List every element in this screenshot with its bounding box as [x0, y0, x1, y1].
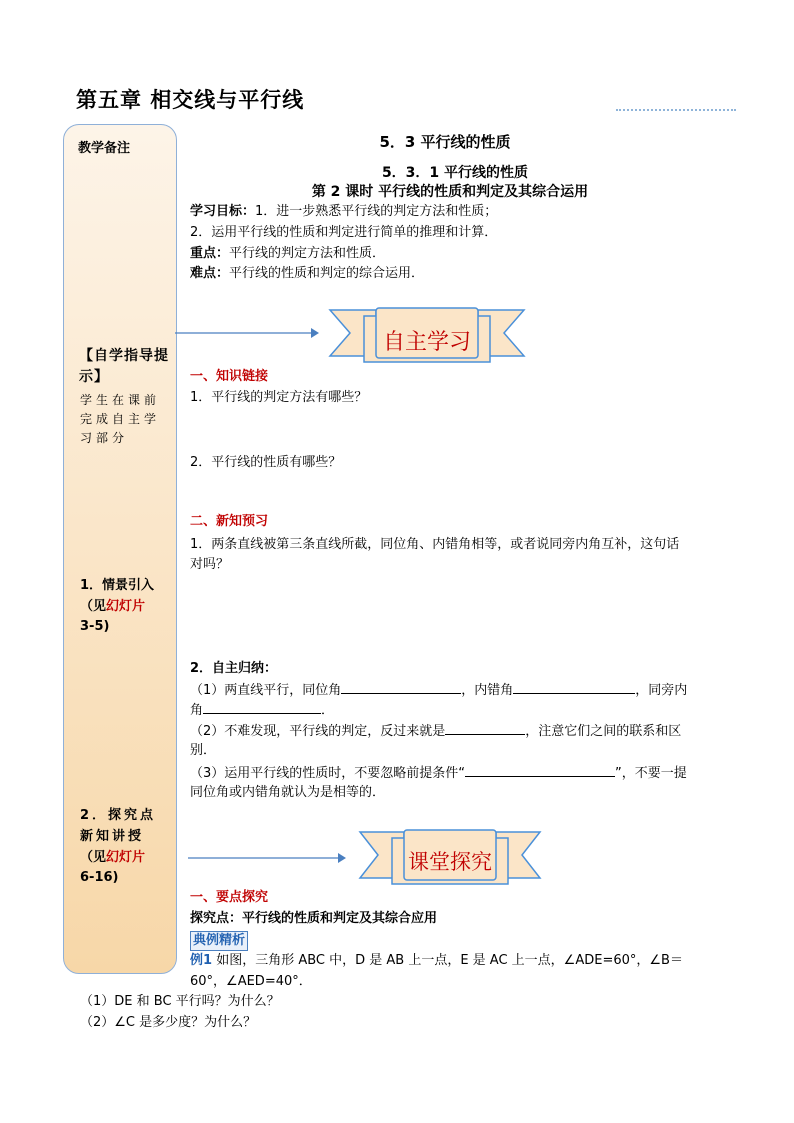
section-title: 5．3 平行线的性质: [379, 133, 511, 151]
exploration-point-title: 探究点：平行线的性质和判定及其综合应用: [190, 911, 438, 926]
summary-1-text-c: ，同旁内: [635, 683, 688, 698]
sidebar-explore-range: 6-16): [80, 870, 119, 885]
summary-1-text-a: （1）两直线平行，同位角: [190, 683, 342, 698]
sidebar-self-study-hint-title: 【自学指导提示】: [79, 348, 169, 385]
goals-line-1: [190, 203, 497, 221]
example-1-text: 如图，三角形 ABC 中，D 是 AB 上一点，E 是 AC 上一点，∠ADE=60°，∠B＝: [216, 953, 683, 968]
knowledge-link-heading: 一、知识链接: [190, 369, 269, 384]
example-sub-question-1: （1）DE 和 BC 平行吗？为什么？: [80, 994, 280, 1009]
difficulty-line: [190, 265, 424, 283]
banner-self-study-label: 自主学习: [382, 330, 471, 355]
goal-1: 1．进一步熟悉平行线的判定方法和性质；: [255, 204, 498, 219]
sidebar-scene-intro-ref: [80, 597, 174, 617]
preview-heading: 二、新知预习: [190, 514, 269, 529]
blank-field[interactable]: [445, 722, 525, 735]
summary-1-text-b: ，内错角: [461, 683, 514, 698]
sidebar-notes-label: 教学备注: [78, 141, 131, 156]
header-dotted-rule: [616, 109, 736, 111]
difficulty-label: 难点：: [190, 266, 230, 281]
summary-item-1-cont: [190, 701, 334, 720]
example-1-line-2: 60°，∠AED=40°．: [190, 974, 312, 989]
summary-item-1: [190, 681, 687, 700]
summary-2-text-a: （2）不难发现，平行线的判定，反过来就是: [190, 724, 446, 739]
sidebar-self-study-hint-body: 学生在课前完成自主学习部分: [80, 393, 161, 445]
summary-1-text-e: ．: [321, 703, 335, 718]
arrow-icon: [188, 850, 348, 866]
summary-1-text-d: 角: [190, 703, 204, 718]
question-2: 2．平行线的性质有哪些？: [190, 455, 342, 470]
sidebar-explore-ref-prefix: （见: [80, 850, 107, 865]
question-1: 1．平行线的判定方法有哪些？: [190, 390, 368, 405]
summary-item-3: [190, 764, 687, 783]
sidebar-scene-intro-range: 3-5): [80, 619, 110, 634]
example-sub-question-2: （2）∠C 是多少度？为什么？: [80, 1015, 257, 1030]
subsection-title: 5．3．1 平行线的性质: [381, 165, 529, 181]
arrow-icon: [175, 325, 320, 341]
key-point-line: [190, 245, 385, 263]
sidebar-explore-title: 2．探究点新知讲授: [80, 808, 157, 844]
period-title: 第 2 课时 平行线的性质和判定及其综合运用: [311, 184, 589, 200]
key-text: 平行线的判定方法和性质．: [229, 246, 386, 261]
sidebar-scene-intro-slides: 幻灯片: [106, 599, 146, 614]
blank-field[interactable]: [341, 681, 461, 694]
blank-field[interactable]: [513, 681, 635, 694]
summary-3-text-a: （3）运用平行线的性质时，不要忽略前提条件“: [190, 766, 466, 781]
banner-class-explore-label: 课堂探究: [408, 850, 492, 874]
key-label: 重点：: [190, 246, 230, 261]
example-1-label: 例1: [190, 953, 213, 968]
chapter-title: 第五章 相交线与平行线: [76, 88, 305, 112]
sidebar-explore-ref: [80, 848, 174, 868]
summary-3-text-b: ”，不要一提: [615, 766, 687, 781]
sidebar-scene-intro-title: 1．情景引入: [80, 578, 155, 593]
summary-heading: 2．自主归纳：: [190, 661, 278, 676]
goals-label: 学习目标：: [190, 204, 256, 219]
summary-item-3-cont: 同位角或内错角就认为是相等的．: [190, 785, 386, 800]
summary-item-2: [190, 722, 681, 741]
summary-item-2-cont: 别．: [190, 743, 217, 758]
difficulty-text: 平行线的性质和判定的综合运用．: [229, 266, 425, 281]
blank-field[interactable]: [203, 701, 321, 714]
example-tag-row: [190, 931, 248, 951]
blank-field[interactable]: [465, 764, 615, 777]
key-exploration-heading: 一、要点探究: [190, 890, 269, 905]
goal-2: 2．运用平行线的性质和判定进行简单的推理和计算．: [190, 225, 498, 240]
summary-2-text-b: ，注意它们之间的联系和区: [525, 724, 682, 739]
preview-question-line-1: 1．两条直线被第三条直线所截，同位角、内错角相等，或者说同旁内角互补，这句话: [190, 537, 680, 552]
typical-example-tag: 典例精析: [190, 931, 248, 951]
sidebar-scene-intro-ref-prefix: （见: [80, 599, 107, 614]
example-1-line-1: [190, 952, 683, 970]
preview-question-line-2: 对吗？: [190, 557, 230, 572]
sidebar-explore-slides: 幻灯片: [106, 850, 146, 865]
